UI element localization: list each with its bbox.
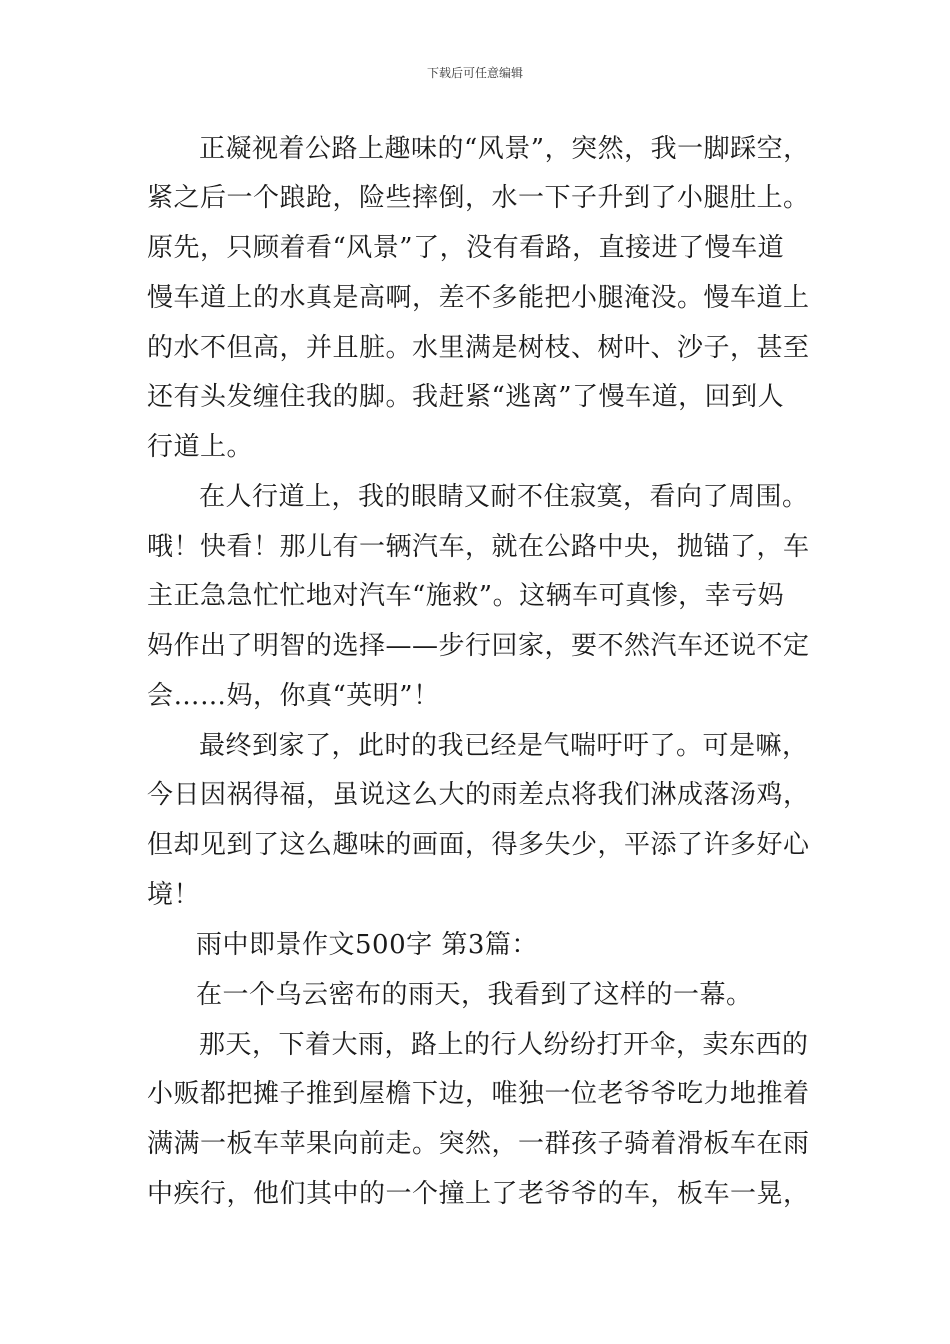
text-line: 在一个乌云密布的雨天，我看到了这样的一幕。	[196, 980, 753, 1010]
text-line: 中疾行，他们其中的一个撞上了老爷爷的车，板车一晃，	[147, 1179, 810, 1209]
text-line: 行道上。	[147, 432, 254, 462]
text-line: 满满一板车苹果向前走。突然，一群孩子骑着滑板车在雨	[147, 1129, 810, 1159]
text-line: 主正急急忙忙地对汽车“施救”。这辆车可真惨，幸亏妈	[147, 581, 785, 611]
text-line: 小贩都把摊子推到屋檐下边，唯独一位老爷爷吃力地推着	[147, 1079, 810, 1109]
text-line: 那天，下着大雨，路上的行人纷纷打开伞，卖东西的	[199, 1030, 809, 1060]
text-line: 慢车道上的水真是高啊，差不多能把小腿淹没。慢车道上	[147, 283, 810, 313]
text-line: 正凝视着公路上趣味的“风景”，突然，我一脚踩空，	[199, 134, 810, 164]
text-line: 还有头发缠住我的脚。我赶紧“逃离”了慢车道，回到人	[147, 382, 785, 412]
text-line: 妈作出了明智的选择——步行回家，要不然汽车还说不定	[147, 631, 810, 661]
text-line: 今日因祸得福，虽说这么大的雨差点将我们淋成落汤鸡，	[147, 780, 810, 810]
text-line: 在人行道上，我的眼睛又耐不住寂寞，看向了周围。	[199, 482, 809, 512]
text-line: 紧之后一个踉跄，险些摔倒，水一下子升到了小腿肚上。	[147, 183, 810, 213]
text-line: 但却见到了这么趣味的画面，得多失少，平添了许多好心	[147, 830, 810, 860]
text-line: 会……妈，你真“英明”！	[147, 681, 440, 711]
text-line: 境！	[147, 880, 201, 910]
text-line: 哦！快看！那儿有一辆汽车，就在公路中央，抛锚了，车	[147, 532, 810, 562]
text-line: 的水不但高，并且脏。水里满是树枝、树叶、沙子，甚至	[147, 333, 810, 363]
section-heading: 雨中即景作文500字 第3篇：	[196, 930, 538, 960]
page-header: 下载后可任意编辑	[426, 66, 523, 80]
text-line: 原先，只顾着看“风景”了，没有看路，直接进了慢车道	[147, 233, 785, 263]
text-line: 最终到家了，此时的我已经是气喘吁吁了。可是嘛，	[199, 731, 809, 761]
